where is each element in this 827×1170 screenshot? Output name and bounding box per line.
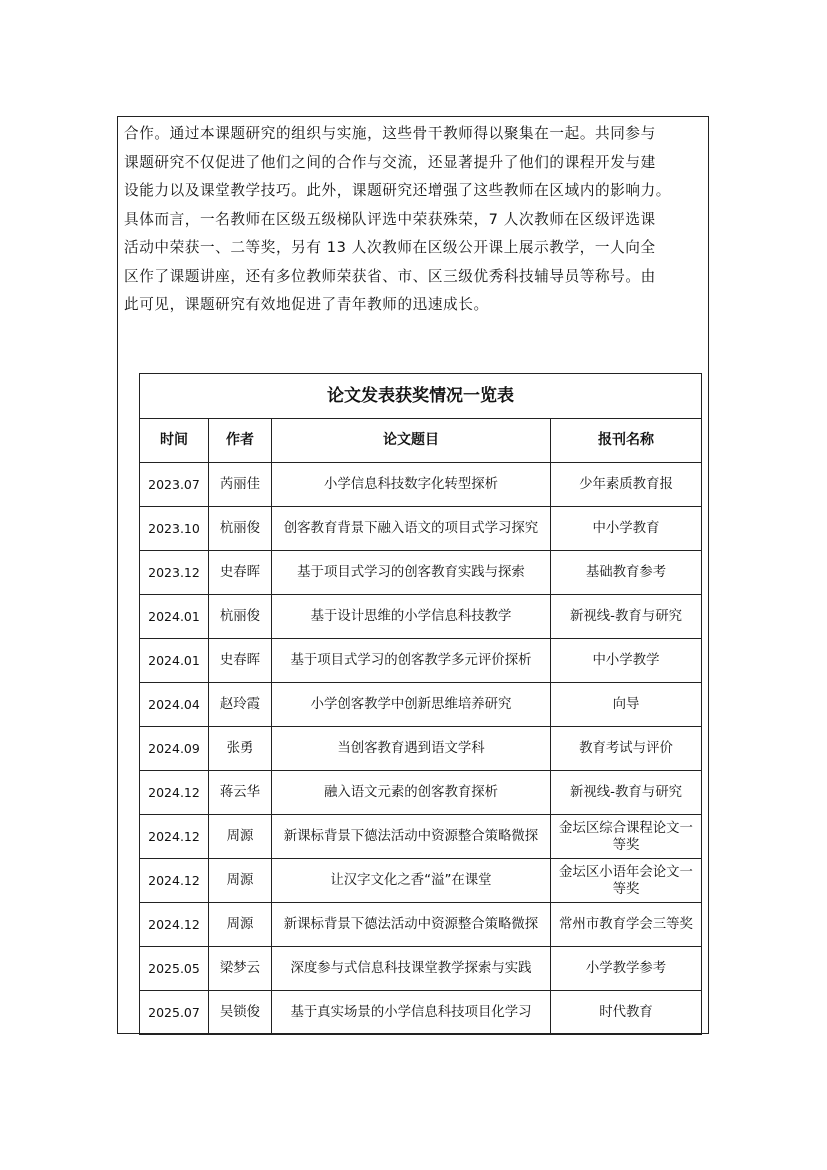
table-row [140,771,702,815]
table-row [140,463,702,507]
cell-topic: 小学创客教学中创新思维培养研究 [272,683,551,727]
cell-topic: 基于设计思维的小学信息科技教学 [272,595,551,639]
cell-journal: 时代教育 [551,991,702,1035]
cell-author: 张勇 [209,727,272,771]
table-row [140,595,702,639]
cell-journal: 新视线-教育与研究 [551,771,702,815]
paragraph-line: 课题研究不仅促进了他们之间的合作与交流，还显著提升了他们的课程开发与建 [124,153,656,171]
cell-author: 史春晖 [209,639,272,683]
cell-date: 2024.09 [140,727,209,771]
header-author: 作者 [209,419,272,463]
cell-topic: 基于真实场景的小学信息科技项目化学习 [272,991,551,1035]
table-row [140,507,702,551]
cell-date: 2025.07 [140,991,209,1035]
cell-author: 周源 [209,815,272,859]
paragraph-line: 区作了课题讲座，还有多位教师荣获省、市、区三级优秀科技辅导员等称号。由 [124,267,656,285]
cell-author: 周源 [209,859,272,903]
cell-topic: 基于项目式学习的创客教育实践与探索 [272,551,551,595]
paragraph-line: 设能力以及课堂教学技巧。此外，课题研究还增强了这些教师在区域内的影响力。 [124,182,671,199]
table-row [140,947,702,991]
cell-topic: 深度参与式信息科技课堂教学探索与实践 [272,947,551,991]
cell-date: 2023.12 [140,551,209,595]
table-row [140,551,702,595]
header-date: 时间 [140,419,209,463]
table-row [140,815,702,859]
cell-date: 2023.07 [140,463,209,507]
cell-author: 杭丽俊 [209,595,272,639]
table-header-row [140,419,702,463]
table-row [140,991,702,1035]
cell-author: 史春晖 [209,551,272,595]
cell-author: 杭丽俊 [209,507,272,551]
cell-date: 2024.12 [140,903,209,947]
header-journal: 报刊名称 [551,419,702,463]
cell-journal: 向导 [551,683,702,727]
cell-journal: 基础教育参考 [551,551,702,595]
cell-topic: 让汉字文化之香“溢”在课堂 [272,859,551,903]
cell-topic: 当创客教育遇到语文学科 [272,727,551,771]
cell-topic: 融入语文元素的创客教育探析 [272,771,551,815]
cell-journal: 中小学教学 [551,639,702,683]
cell-author: 吴锁俊 [209,991,272,1035]
cell-topic: 基于项目式学习的创客教学多元评价探析 [272,639,551,683]
paragraph-line: 此可见，课题研究有效地促进了青年教师的迅速成长。 [124,296,489,313]
paragraph-line: 合作。通过本课题研究的组织与实施，这些骨干教师得以聚集在一起。共同参与 [124,125,656,142]
cell-journal: 金坛区综合课程论文一等奖 [551,815,702,859]
cell-journal: 常州市教育学会三等奖 [551,903,702,947]
cell-topic: 新课标背景下德法活动中资源整合策略微探 [272,903,551,947]
cell-date: 2024.04 [140,683,209,727]
cell-journal: 小学教学参考 [551,947,702,991]
cell-journal: 金坛区小语年会论文一等奖 [551,859,702,903]
cell-journal: 中小学教育 [551,507,702,551]
cell-journal: 教育考试与评价 [551,727,702,771]
table-title-row [140,374,702,419]
cell-date: 2024.01 [140,595,209,639]
cell-date: 2024.12 [140,771,209,815]
table-row [140,727,702,771]
cell-author: 蒋云华 [209,771,272,815]
cell-topic: 小学信息科技数字化转型探析 [272,463,551,507]
cell-journal: 新视线-教育与研究 [551,595,702,639]
cell-author: 赵玲霞 [209,683,272,727]
cell-date: 2023.10 [140,507,209,551]
table-row [140,859,702,903]
cell-date: 2024.01 [140,639,209,683]
cell-date: 2025.05 [140,947,209,991]
papers-table [139,373,702,1035]
body-paragraph [124,120,704,320]
cell-author: 周源 [209,903,272,947]
paragraph-line: 活动中荣获一、二等奖，另有 13 人次教师在区级公开课上展示教学，一人向全 [124,239,656,256]
cell-topic: 新课标背景下德法活动中资源整合策略微探 [272,815,551,859]
header-topic: 论文题目 [272,419,551,463]
paragraph-line: 具体而言，一名教师在区级五级梯队评选中荣获殊荣，7 人次教师在区级评选课 [124,210,656,228]
cell-date: 2024.12 [140,859,209,903]
cell-date: 2024.12 [140,815,209,859]
table-row [140,683,702,727]
cell-topic: 创客教育背景下融入语文的项目式学习探究 [272,507,551,551]
cell-author: 梁梦云 [209,947,272,991]
cell-author: 芮丽佳 [209,463,272,507]
table-row [140,639,702,683]
table-row [140,903,702,947]
cell-journal: 少年素质教育报 [551,463,702,507]
table-title: 论文发表获奖情况一览表 [140,374,702,419]
